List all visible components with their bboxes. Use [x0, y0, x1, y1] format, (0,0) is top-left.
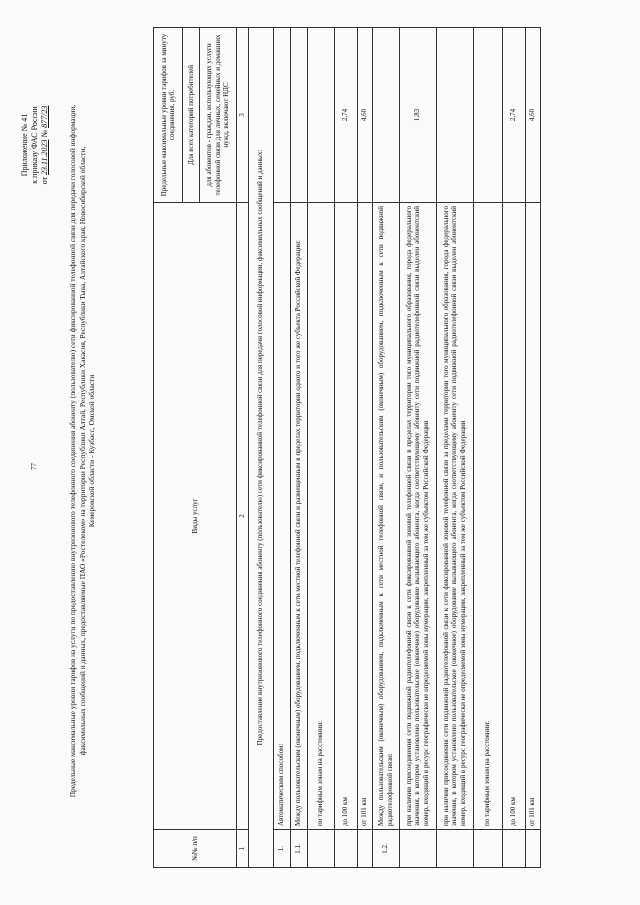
number-prefix: №	[40, 129, 49, 138]
row-tariff-value	[290, 28, 307, 203]
row-service-text: Между пользовательским (оконечным) оборудованием, подключенным к сети местной телефонной связи, и пользовательским (оконечным) оборудованием, подключенным к сети подвижной радиотелефонной связи:	[372, 203, 399, 830]
order-number: 877/23	[40, 105, 49, 128]
header-all-categories: Для всех категорий потребителей	[183, 28, 200, 203]
heading-line-2: факсимильных сообщений и данных, предоставляемые ПАО «Ростелеком» на территории Республики Алтай, Республики Хакасия, Республики Тыва, Алтайского края, Новосибирской области,	[77, 146, 87, 756]
row-service-text: от 101 км	[525, 203, 540, 830]
row-number: 1.2.	[372, 830, 399, 868]
col-number-2: 2	[237, 203, 249, 830]
row-number	[525, 830, 540, 868]
tariff-table	[153, 27, 541, 868]
appendix-block	[20, 30, 50, 260]
appendix-title: Приложение № 41	[20, 113, 29, 177]
row-service-text: по тарифным зонам на расстоянии:	[473, 203, 502, 830]
page-number: 77	[30, 463, 38, 470]
row-tariff-value: 2,74	[502, 28, 525, 203]
row-service-text: до 100 км	[502, 203, 525, 830]
row-number	[307, 830, 334, 868]
row-tariff-value	[372, 28, 399, 203]
row-number	[502, 830, 525, 868]
table-row	[248, 28, 273, 868]
table-row	[525, 28, 540, 868]
row-number	[473, 830, 502, 868]
row-service-text: по тарифным зонам на расстоянии:	[307, 203, 334, 830]
table-row	[290, 28, 307, 868]
row-number	[399, 830, 436, 868]
table-row	[307, 28, 334, 868]
table-row	[372, 28, 399, 868]
row-tariff-value: 1,83	[399, 28, 436, 203]
rotated-content	[20, 20, 620, 890]
table-row	[473, 28, 502, 868]
column-number-row	[237, 28, 249, 868]
table-row	[502, 28, 525, 868]
header-tariff-group: Предельные максимальные уровни тарифов за минуту соединения, руб.	[154, 28, 183, 203]
col-number-3: 3	[237, 28, 249, 203]
row-service-text: до 100 км	[334, 203, 357, 830]
date-prefix: от	[40, 176, 49, 185]
row-service-text: при наличии присоединения сети подвижной радиотелефонной связи к сети фиксированной зоновой телефонной связи в пределах территории того муниципального образования, города федерального значения, в котором установлено пользовательское (оконечное) оборудование вызывающего абонента, когда соответствующему абоненту сети подвижной радиотелефонной связи выделен абонентский номер, входящий в ресурс географически не определяемой зоны нумерации, закрепленный за тем же субъектом Российской Федерации	[399, 203, 436, 830]
row-number	[357, 830, 372, 868]
table-row	[399, 28, 436, 868]
appendix-order: к приказу ФАС России	[30, 106, 39, 184]
col-number-1: 1	[237, 830, 249, 868]
row-tariff-value	[473, 28, 502, 203]
table-header-row-1	[154, 28, 183, 868]
heading-line-3: Кемеровской области - Кузбасс, Омской области	[87, 374, 96, 528]
row-service-text: Автоматическим способом:	[273, 203, 290, 830]
row-service-text: при наличии присоединения сети подвижной радиотелефонной связи к сети фиксированной зоновой телефонной связи за пределами территории того муниципального образования, города федерального значения, в котором установлено пользовательское (оконечное) оборудование вызывающего абонента, когда соответствующему абоненту сети подвижной радиотелефонной связи выделен абонентский номер, входящий в ресурс географически не определяемой зоны нумерации, закрепленный за тем же субъектом Российской Федерации	[436, 203, 473, 830]
row-service-text: от 101 км	[357, 203, 372, 830]
row-tariff-value	[436, 28, 473, 203]
row-number	[334, 830, 357, 868]
table-row	[357, 28, 372, 868]
header-service: Виды услуг	[154, 203, 237, 830]
order-date: 23.11.2023	[40, 139, 49, 175]
table-row	[334, 28, 357, 868]
row-tariff-value: 2,74	[334, 28, 357, 203]
section-title: Предоставление внутризонового телефонного соединения абоненту (пользователю) сети фиксированной телефонной связи для передачи голосовой информации, факсимильных сообщений и данных:	[248, 28, 273, 868]
table-row	[436, 28, 473, 868]
row-number	[436, 830, 473, 868]
row-number: 1.	[273, 830, 290, 868]
document-heading	[68, 22, 97, 880]
row-tariff-value: 4,60	[357, 28, 372, 203]
header-citizens: для абонентов - граждан, использующих услуги телефонной связи для личных, семейных и домашних нужд, включают НДС	[200, 28, 237, 203]
row-tariff-value	[273, 28, 290, 203]
row-number: 1.1.	[290, 830, 307, 868]
appendix-date-line	[40, 30, 50, 260]
row-tariff-value: 4,60	[525, 28, 540, 203]
header-num: №№ п/п	[154, 830, 237, 868]
heading-line-1: Предельные максимальные уровни тарифов на услуги по предоставлению внутризонового телефонного соединения абоненту (пользователю) сети фиксированной телефонной связи для передачи голосовой информации,	[68, 104, 77, 798]
row-service-text: Между пользовательским (оконечным) оборудованием, подключенным к сети местной телефонной связи и размещенным в пределах территории одного и того же субъекта Российской Федерации:	[290, 203, 307, 830]
table-row	[273, 28, 290, 868]
row-tariff-value	[307, 28, 334, 203]
